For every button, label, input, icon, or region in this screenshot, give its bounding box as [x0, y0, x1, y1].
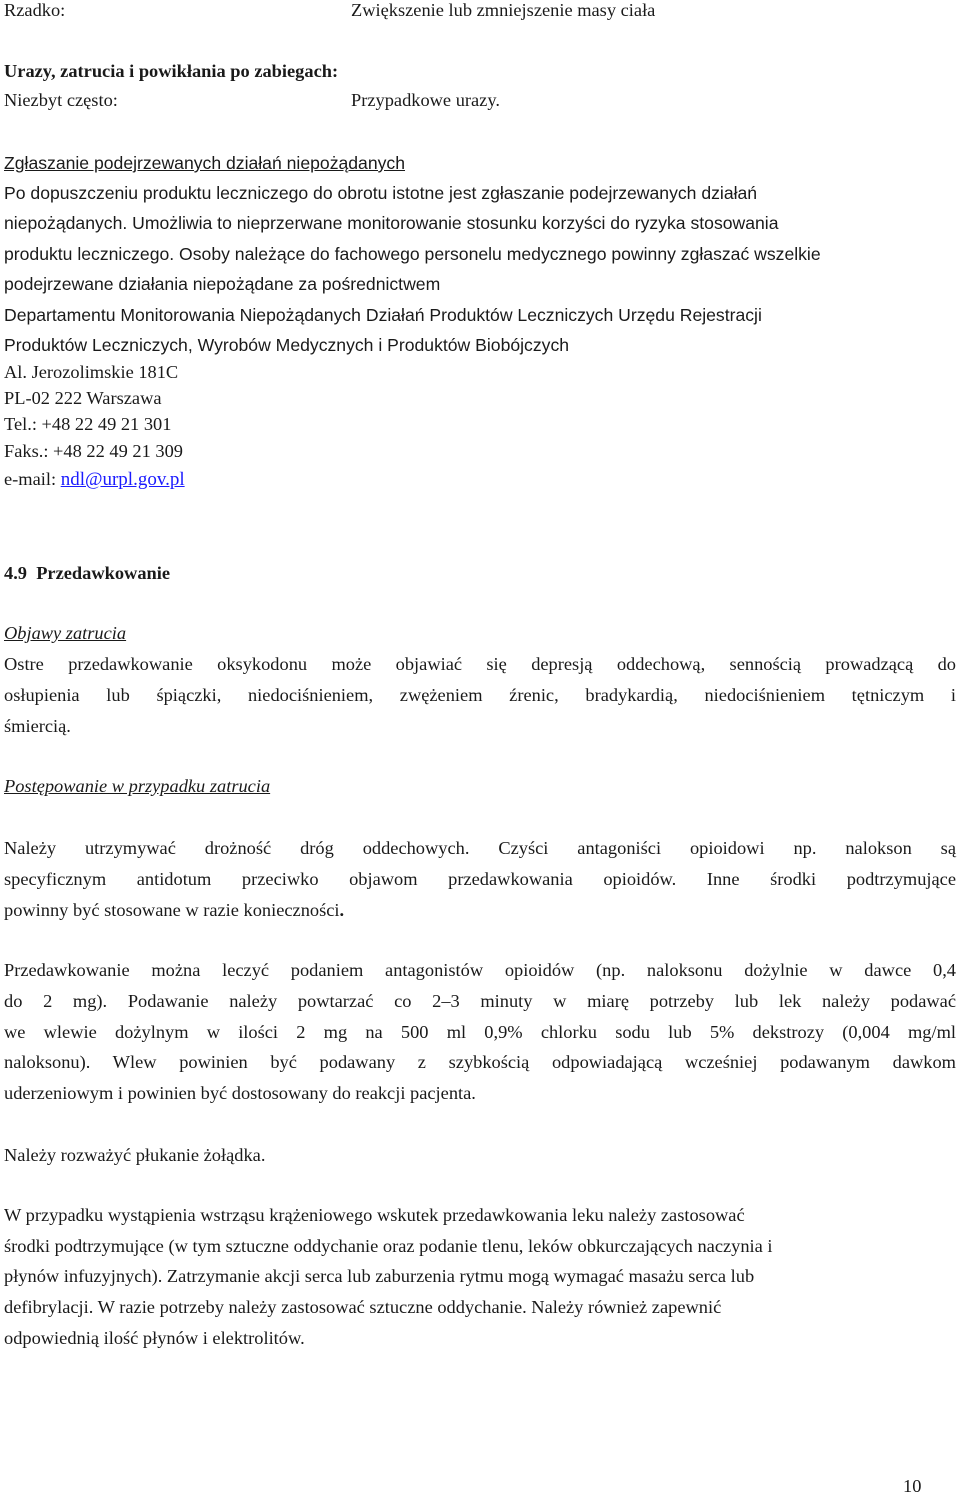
niezbyt-label: Niezbyt często:: [4, 90, 118, 110]
reporting-heading: Zgłaszanie podejrzewanych działań niepożądanych: [4, 153, 406, 173]
management-p1-line-3-text: powinny być stosowane w razie konieczności: [4, 900, 340, 920]
reporting-line-3: produktu leczniczego. Osoby należące do fachowego personelu medycznego powinny zgłaszać wszelkie: [4, 244, 821, 264]
symptoms-line-2: osłupienia lub śpiączki, niedociśnieniem, zwężeniem źrenic, bradykardią, niedociśnieniem tętniczym i: [4, 685, 956, 705]
management-p3: Należy rozważyć płukanie żołądka.: [4, 1145, 266, 1165]
address-line-5: Tel.: +48 22 49 21 301: [4, 414, 172, 434]
email-row: [4, 469, 185, 491]
reporting-line-2: niepożądanych. Umożliwia to nieprzerwane monitorowanie stosunku korzyści do ryzyka stosowania: [4, 213, 779, 233]
rzadko-value: Zwiększenie lub zmniejszenie masy ciała: [351, 0, 656, 20]
symptoms-heading: Objawy zatrucia: [4, 623, 127, 643]
management-p2-line-3: we wlewie dożylnym w ilości 2 mg na 500 ml 0,9% chlorku sodu lub 5% dekstrozy (0,004 mg/ml: [4, 1022, 956, 1042]
management-p1-line-3: [4, 900, 344, 921]
management-p2-line-5: uderzeniowym i powinien być dostosowany do reakcji pacjenta.: [4, 1083, 476, 1103]
management-p2-line-1: Przedawkowanie można leczyć podaniem antagonistów opioidów (np. naloksonu dożylnie w dawce 0,4: [4, 960, 956, 980]
section-heading: [4, 563, 170, 584]
management-p4-line-5: odpowiednią ilość płynów i elektrolitów.: [4, 1328, 305, 1348]
address-line-6: Faks.: +48 22 49 21 309: [4, 441, 183, 461]
management-p1-end: .: [339, 900, 345, 920]
reporting-line-4: podejrzewane działania niepożądane za pośrednictwem: [4, 274, 441, 294]
address-line-2: Produktów Leczniczych, Wyrobów Medycznych i Produktów Biobójczych: [4, 335, 570, 355]
address-line-3: Al. Jerozolimskie 181C: [4, 362, 179, 382]
reporting-line-1: Po dopuszczeniu produktu leczniczego do obrotu istotne jest zgłaszanie podejrzewanych działań: [4, 183, 758, 203]
page-number: 10: [903, 1476, 922, 1496]
symptoms-line-3: śmiercią.: [4, 716, 71, 736]
management-p1-line-2: specyficznym antidotum przeciwko objawom przedawkowania opioidów. Inne środki podtrzymujące: [4, 869, 956, 889]
niezbyt-value: Przypadkowe urazy.: [351, 90, 500, 110]
management-p2-line-4: naloksonu). Wlew powinien być podawany z szybkością odpowiadającą wcześniej podawanym dawkom: [4, 1052, 956, 1072]
management-p1-line-1: Należy utrzymywać drożność dróg oddechowych. Czyści antagoniści opioidowi np. nalokson są: [4, 838, 956, 858]
symptoms-line-1: Ostre przedawkowanie oksykodonu może objawiać się depresją oddechową, sennością prowadzącą do: [4, 654, 956, 674]
urazy-heading: Urazy, zatrucia i powikłania po zabiegach:: [4, 61, 339, 81]
rzadko-label: Rzadko:: [4, 0, 66, 20]
management-p2-line-2: do 2 mg). Podawanie należy powtarzać co 2–3 minuty w miarę potrzeby lub lek należy podawać: [4, 991, 956, 1011]
section-number: 4.9: [4, 563, 27, 583]
section-title: Przedawkowanie: [36, 563, 171, 583]
address-line-4: PL-02 222 Warszawa: [4, 388, 162, 408]
email-label: e-mail:: [4, 469, 61, 489]
management-p4-line-3: płynów infuzyjnych). Zatrzymanie akcji serca lub zaburzenia rytmu mogą wymagać masażu serca lub: [4, 1266, 755, 1286]
management-p4-line-2: środki podtrzymujące (w tym sztuczne oddychanie oraz podanie tlenu, leków obkurczających naczynia i: [4, 1236, 773, 1256]
management-heading: Postępowanie w przypadku zatrucia: [4, 776, 271, 796]
address-line-1: Departamentu Monitorowania Niepożądanych Działań Produktów Leczniczych Urzędu Rejestracji: [4, 305, 762, 325]
email-link[interactable]: ndl@urpl.gov.pl: [60, 469, 185, 490]
management-p4-line-4: defibrylacji. W razie potrzeby należy zastosować sztuczne oddychanie. Należy również zapewnić: [4, 1297, 722, 1317]
management-p4-line-1: W przypadku wystąpienia wstrząsu krążeniowego wskutek przedawkowania leku należy zastosować: [4, 1205, 745, 1225]
